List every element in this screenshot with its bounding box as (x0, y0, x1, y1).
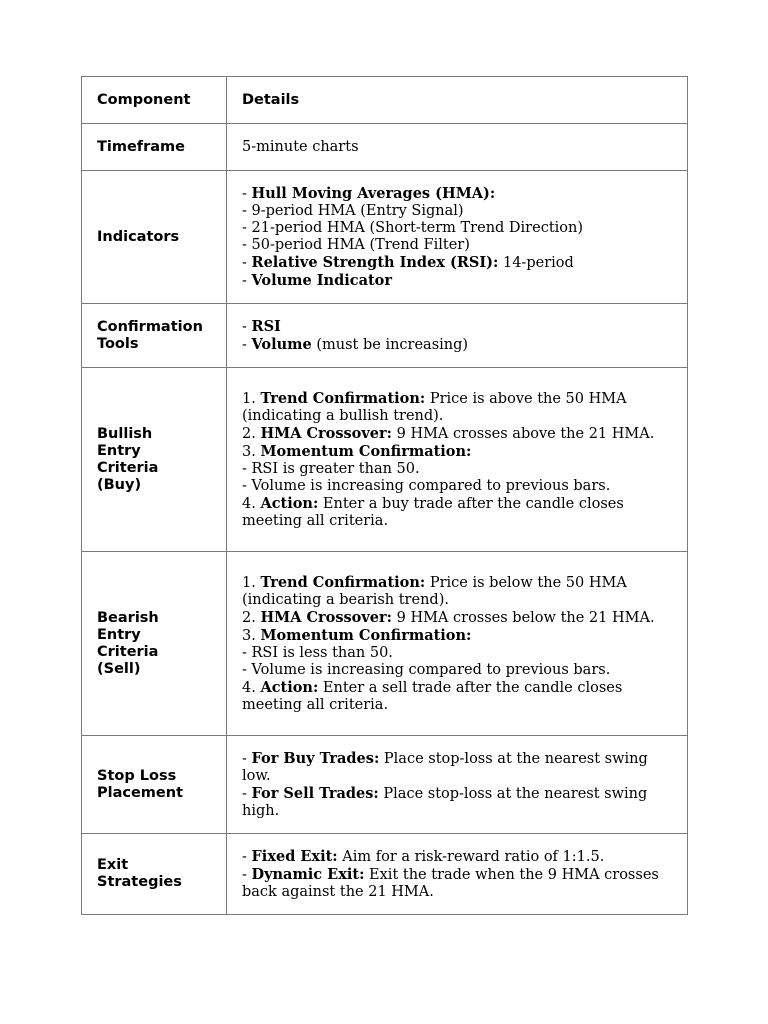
component-label-line: Tools (97, 335, 139, 352)
details-list (242, 318, 672, 354)
detail-line-prefix: - (242, 460, 252, 477)
detail-line-bold: Relative Strength Index (RSI): (251, 253, 499, 271)
details-list (242, 848, 672, 901)
detail-line (242, 425, 672, 443)
detail-line-prefix: - (242, 318, 252, 335)
detail-line (242, 679, 672, 714)
component-label-line: Stop Loss (97, 767, 177, 784)
detail-line-prefix: 4. (242, 679, 261, 696)
detail-line-prefix: 3. (242, 443, 261, 460)
table-row-exit (82, 834, 688, 915)
detail-line-text: Place stop-loss at the nearest swing high. (242, 785, 648, 819)
detail-line-bold: RSI (251, 317, 281, 335)
component-cell-bearish (82, 552, 227, 736)
detail-line-bold: Volume Indicator (251, 271, 392, 289)
detail-line-prefix: 2. (242, 609, 261, 626)
strategy-table (81, 76, 688, 915)
detail-line (242, 220, 672, 237)
detail-line-prefix: - (242, 272, 252, 289)
detail-line-text: 50-period HMA (Trend Filter) (251, 236, 470, 253)
details-list (242, 750, 672, 820)
detail-line (242, 272, 672, 290)
detail-line-bold: Momentum Confirmation: (260, 442, 472, 460)
detail-line-text: Aim for a risk-reward ratio of 1:1.5. (337, 848, 605, 865)
details-cell-bullish (227, 368, 688, 552)
detail-line (242, 750, 672, 785)
component-cell-stoploss (82, 736, 227, 834)
detail-line-prefix: 1. (242, 574, 261, 591)
detail-line-prefix: - (242, 750, 252, 767)
detail-line-text: (must be increasing) (311, 336, 469, 353)
header-component-cell: Component (82, 77, 227, 124)
detail-line (242, 254, 672, 272)
detail-line (242, 203, 672, 220)
detail-line (242, 848, 672, 866)
detail-line-text: 21-period HMA (Short-term Trend Direction) (251, 219, 584, 236)
component-label-line: Strategies (97, 874, 182, 890)
component-label-line: Confirmation (97, 318, 203, 335)
component-cell-timeframe: Timeframe (82, 124, 227, 171)
details-list (242, 390, 672, 530)
detail-line (242, 495, 672, 530)
component-label-line: Criteria (97, 643, 159, 660)
table-row-stoploss (82, 736, 688, 834)
detail-line-text: Price is above the 50 HMA (indicating a bullish trend). (242, 390, 627, 424)
detail-line (242, 336, 672, 354)
component-label-line: Criteria (97, 459, 159, 476)
detail-line-bold: Trend Confirmation: (260, 389, 426, 407)
detail-line-bold: For Sell Trades: (251, 784, 379, 802)
table-row-confirmation (82, 304, 688, 368)
detail-line-text: Exit the trade when the 9 HMA crosses back against the 21 HMA. (242, 866, 659, 900)
detail-line-prefix: 3. (242, 627, 261, 644)
detail-line-bold: Trend Confirmation: (260, 573, 426, 591)
detail-line-prefix: - (242, 848, 252, 865)
component-label-line: Entry (97, 442, 141, 459)
detail-line-prefix: - (242, 866, 252, 883)
detail-line-prefix: - (242, 185, 252, 202)
detail-line-bold: HMA Crossover: (260, 424, 392, 442)
detail-line-bold: HMA Crossover: (260, 608, 392, 626)
component-cell-exit (82, 834, 227, 915)
detail-line-text: Enter a sell trade after the candle closes meeting all criteria. (242, 679, 623, 713)
detail-line (242, 318, 672, 336)
detail-line-prefix: - (242, 644, 252, 661)
component-label-line: Placement (97, 784, 184, 801)
table-row-bullish (82, 368, 688, 552)
detail-line-text: Place stop-loss at the nearest swing low. (242, 750, 648, 784)
detail-line-prefix: 1. (242, 390, 261, 407)
detail-line-bold: Action: (260, 494, 319, 512)
details-list (242, 574, 672, 714)
component-label-line: (Sell) (97, 660, 141, 677)
detail-line-text: RSI is less than 50. (251, 644, 393, 661)
component-label-line: (Buy) (97, 476, 142, 493)
detail-line-bold: Fixed Exit: (251, 847, 338, 865)
detail-line-prefix: - (242, 477, 252, 494)
detail-line-prefix: - (242, 202, 252, 219)
detail-line (242, 185, 672, 203)
detail-line (242, 443, 672, 461)
detail-line-bold: Action: (260, 678, 319, 696)
detail-line-text: Volume is increasing compared to previous bars. (251, 477, 611, 494)
detail-line-prefix: - (242, 336, 252, 353)
detail-line (242, 785, 672, 820)
detail-line-text: 9-period HMA (Entry Signal) (251, 202, 464, 219)
detail-line-text: Volume is increasing compared to previous bars. (251, 661, 611, 678)
detail-line-text: 9 HMA crosses above the 21 HMA. (392, 425, 655, 442)
detail-line-text: Price is below the 50 HMA (indicating a bearish trend). (242, 574, 627, 608)
details-cell-indicators (227, 171, 688, 304)
detail-line-bold: Hull Moving Averages (HMA): (251, 184, 496, 202)
detail-line (242, 390, 672, 425)
table-row-bearish (82, 552, 688, 736)
detail-line (242, 237, 672, 254)
detail-line (242, 866, 672, 901)
detail-line-text: Enter a buy trade after the candle closes meeting all criteria. (242, 495, 624, 529)
details-cell-timeframe: 5-minute charts (227, 124, 688, 171)
component-label-line: Bearish (97, 609, 159, 626)
detail-line-prefix: - (242, 661, 252, 678)
detail-line-bold: Momentum Confirmation: (260, 626, 472, 644)
detail-line-prefix: 4. (242, 495, 261, 512)
detail-line (242, 662, 672, 679)
detail-line-bold: Dynamic Exit: (251, 865, 365, 883)
details-cell-confirmation (227, 304, 688, 368)
detail-line (242, 609, 672, 627)
detail-line-text: RSI is greater than 50. (251, 460, 420, 477)
table-row-timeframe (82, 124, 688, 171)
detail-line (242, 627, 672, 645)
detail-line-text: 14-period (498, 254, 574, 271)
component-cell-confirmation (82, 304, 227, 368)
component-label-line: Bullish (97, 425, 153, 442)
detail-line-bold: Volume (251, 335, 312, 353)
detail-line (242, 574, 672, 609)
detail-line-bold: For Buy Trades: (251, 749, 380, 767)
details-cell-stoploss (227, 736, 688, 834)
details-cell-bearish (227, 552, 688, 736)
table-row-indicators (82, 171, 688, 304)
detail-line (242, 461, 672, 478)
detail-line-prefix: - (242, 236, 252, 253)
component-label-line: Entry (97, 626, 141, 643)
component-cell-indicators: Indicators (82, 171, 227, 304)
component-label-line: Exit (97, 857, 129, 873)
header-row (82, 77, 688, 124)
header-details-cell: Details (227, 77, 688, 124)
details-list (242, 185, 672, 290)
detail-line (242, 478, 672, 495)
detail-line-prefix: - (242, 219, 252, 236)
detail-line-prefix: 2. (242, 425, 261, 442)
component-cell-bullish (82, 368, 227, 552)
detail-line-text: 9 HMA crosses below the 21 HMA. (392, 609, 655, 626)
details-cell-exit (227, 834, 688, 915)
detail-line (242, 645, 672, 662)
detail-line-prefix: - (242, 785, 252, 802)
detail-line-prefix: - (242, 254, 252, 271)
